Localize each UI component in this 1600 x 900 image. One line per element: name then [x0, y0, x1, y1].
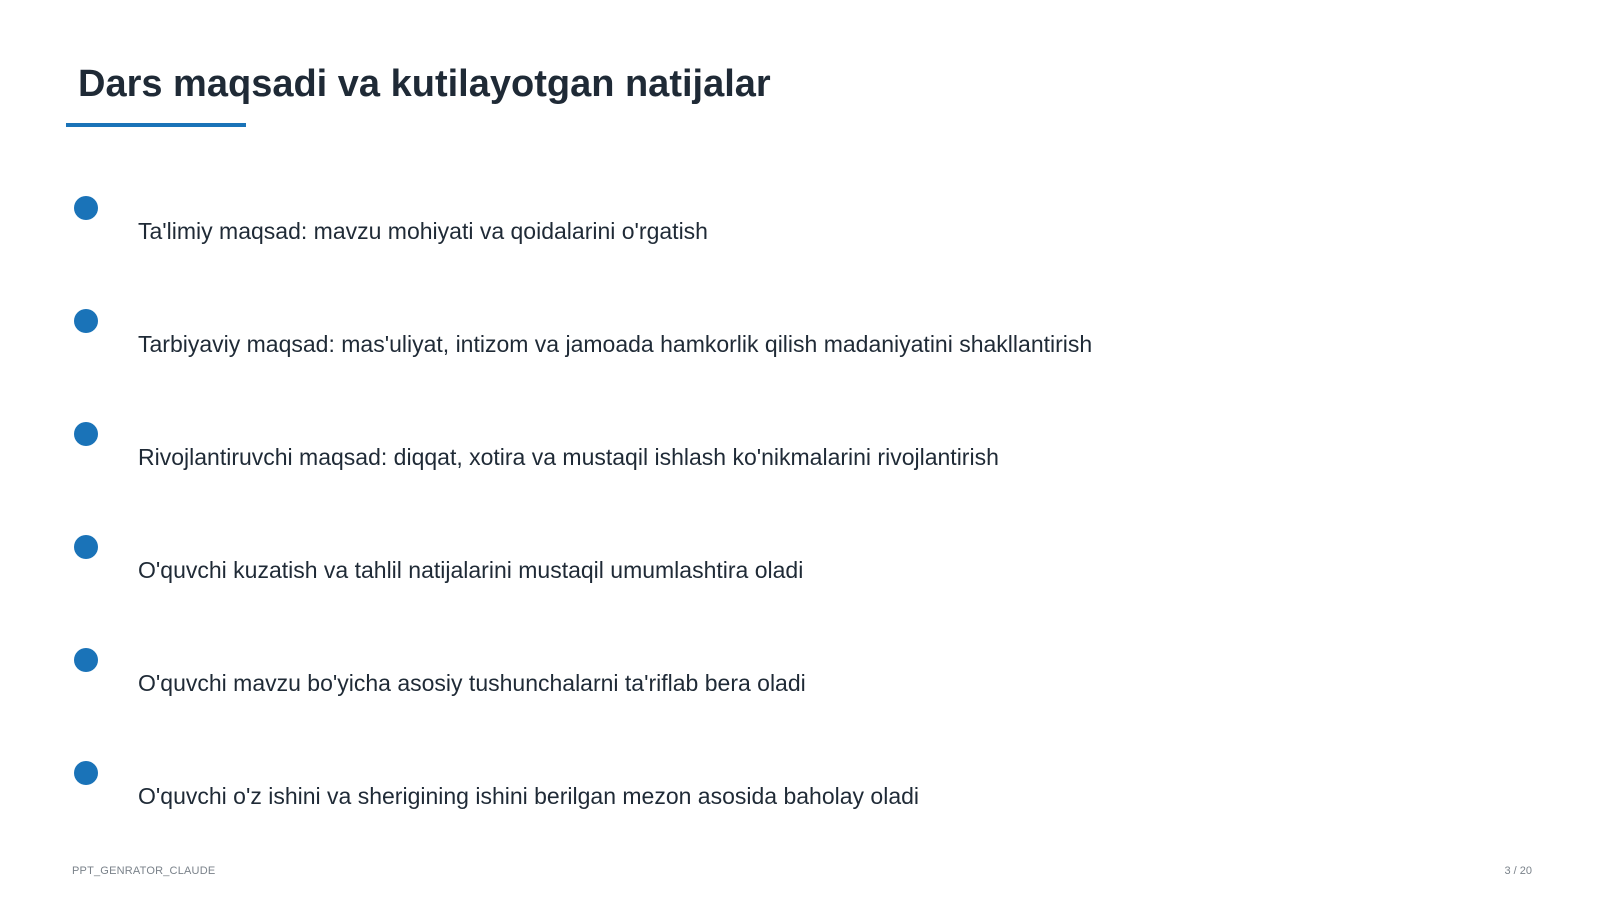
list-item — [0, 761, 1600, 821]
bullet-dot-icon — [74, 535, 98, 559]
bullet-text: Rivojlantiruvchi maqsad: diqqat, xotira va mustaqil ishlash ko'nikmalarini rivojlantirish — [138, 444, 999, 470]
slide-title: Dars maqsadi va kutilayotgan natijalar — [78, 63, 771, 105]
bullet-dot-icon — [74, 196, 98, 220]
bullet-text: O'quvchi o'z ishini va sherigining ishini berilgan mezon asosida baholay oladi — [138, 783, 920, 809]
bullet-dot-icon — [74, 309, 98, 333]
list-item — [0, 422, 1600, 482]
bullet-dot-icon — [74, 422, 98, 446]
bullet-text: Tarbiyaviy maqsad: mas'uliyat, intizom va jamoada hamkorlik qilish madaniyatini shakllantirish — [138, 331, 1093, 357]
bullet-text: O'quvchi mavzu bo'yicha asosiy tushunchalarni ta'riflab bera oladi — [138, 670, 806, 696]
list-item — [0, 648, 1600, 708]
list-item — [0, 309, 1600, 369]
list-item — [0, 535, 1600, 595]
footer-source-label: PPT_GENRATOR_CLAUDE — [72, 865, 216, 877]
list-item — [0, 196, 1600, 256]
bullet-text: Ta'limiy maqsad: mavzu mohiyati va qoidalarini o'rgatish — [138, 218, 708, 244]
page-indicator: 3 / 20 — [1504, 865, 1532, 877]
bullet-dot-icon — [74, 648, 98, 672]
bullet-dot-icon — [74, 761, 98, 785]
title-underline — [66, 123, 246, 127]
bullet-text: O'quvchi kuzatish va tahlil natijalarini mustaqil umumlashtira oladi — [138, 557, 804, 583]
